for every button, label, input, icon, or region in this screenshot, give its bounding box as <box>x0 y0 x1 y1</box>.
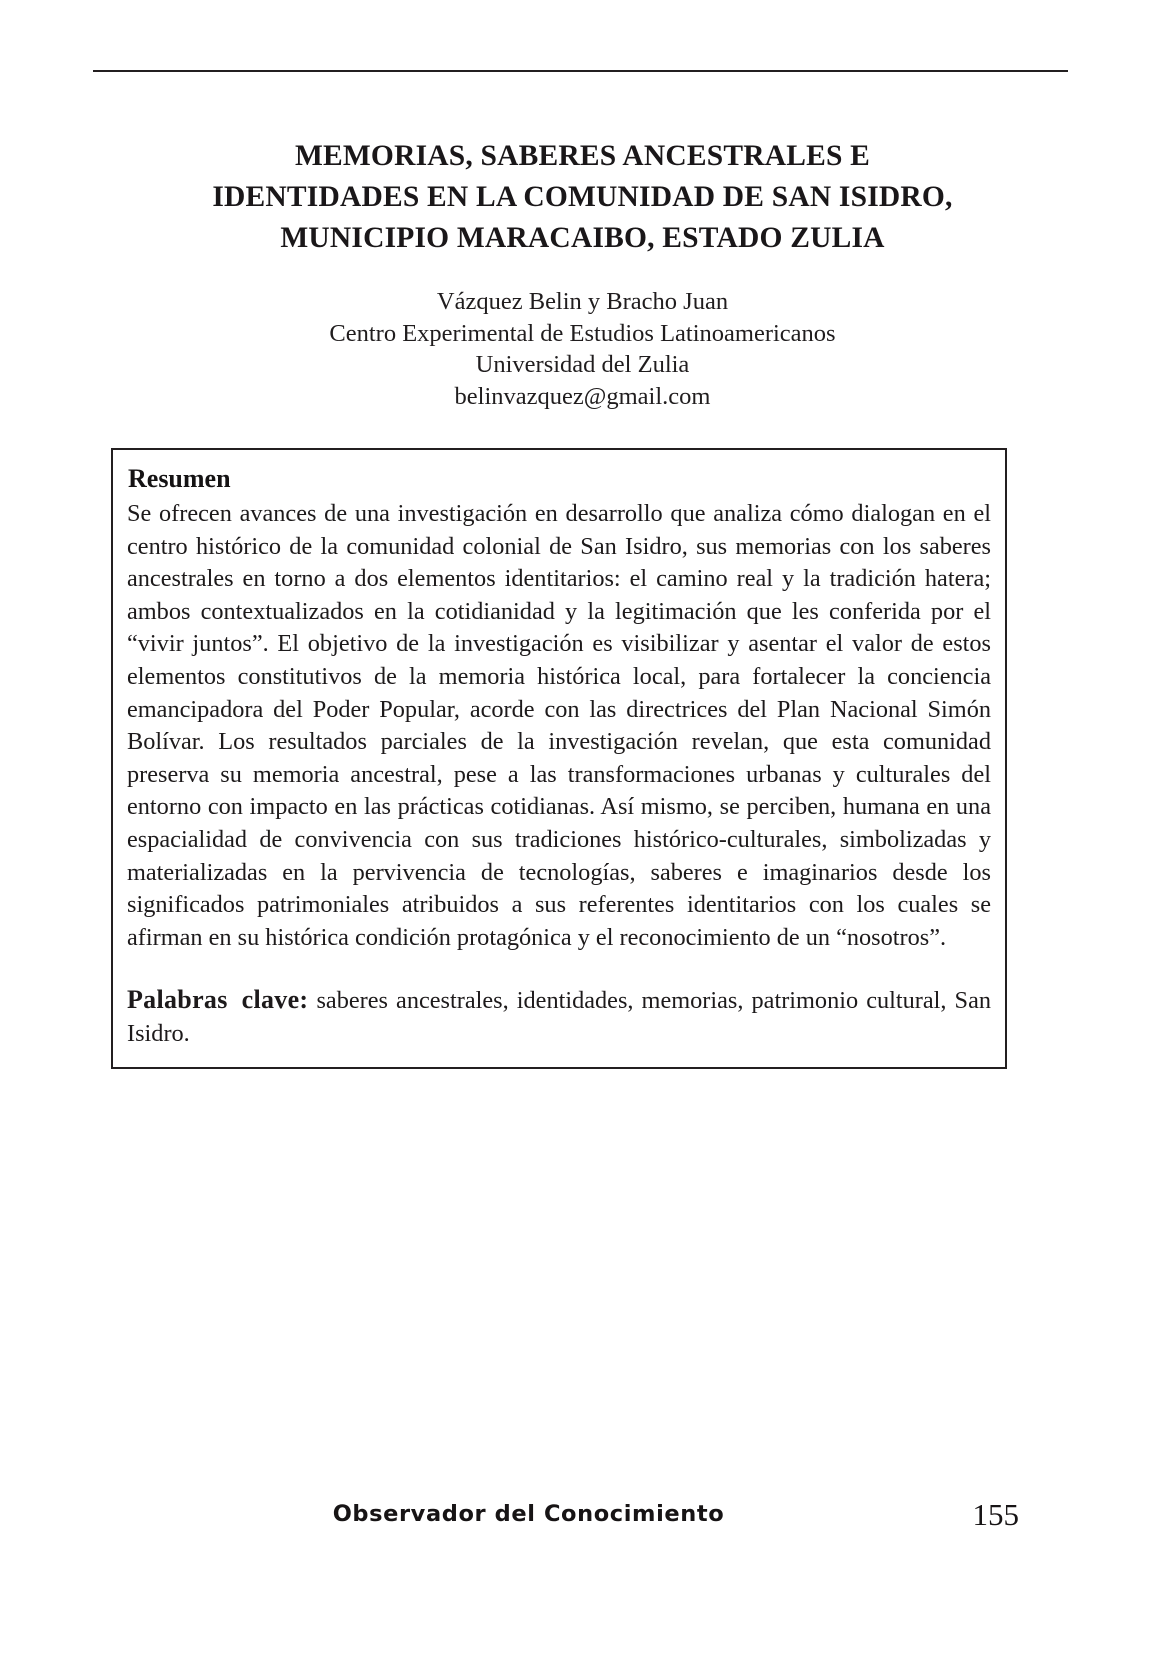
keywords-paragraph <box>127 984 991 1050</box>
title-line-3: MUNICIPIO MARACAIBO, ESTADO ZULIA <box>280 222 885 254</box>
author-block <box>120 286 1045 412</box>
abstract-text: Se ofrecen avances de una investigación en desarrollo que analiza cómo dialogan en el centro histórico de la comunidad colonial de San Isidro, sus memorias con los saberes ancestrales en torno a dos elementos identitarios: el camino real y la tradición hatera; ambos contextualizados en la cotidianidad y la legitimación que les conferida por el “vivir juntos”. El objetivo de la investigación es visibilizar y asentar el valor de estos elementos constitutivos de la memoria histórica local, para fortalecer la conciencia emancipadora del Poder Popular, acorde con las directrices del Plan Nacional Simón Bolívar. Los resultados parciales de la investigación revelan, que esta comunidad preserva su memoria ancestral, pese a las transformaciones urbanas y culturales del entorno con impacto en las prácticas cotidianas. Así mismo, se perciben, humana en una espacialidad de convivencia con sus tradiciones histórico-culturales, simbolizadas y materializadas en la pervivencia de tecnologías, saberes e imaginarios desde los significados patrimoniales atribuidos a sus referentes identitarios con los cuales se afirman en su histórica condición protagónica y el reconocimiento de un “nosotros”. <box>127 500 991 951</box>
footer-journal-name: Observador del Conocimiento <box>332 1501 725 1527</box>
author-affiliation: Centro Experimental de Estudios Latinoamericanos <box>329 319 836 347</box>
abstract-heading: Resumen <box>128 464 231 493</box>
abstract-box <box>111 448 1007 1069</box>
keywords-label: Palabras clave: <box>127 985 309 1015</box>
author-email[interactable]: belinvazquez@gmail.com <box>454 382 711 410</box>
page-footer <box>111 1497 1019 1541</box>
author-institution: Universidad del Zulia <box>475 351 690 378</box>
keywords-values: saberes ancestrales, identidades, memorias, patrimonio cultural, San Isidro. <box>127 987 991 1047</box>
footer-page-number: 155 <box>972 1497 1019 1532</box>
page-title <box>120 136 1045 259</box>
author-names: Vázquez Belin y Bracho Juan <box>436 288 729 315</box>
title-line-1: MEMORIAS, SABERES ANCESTRALES E <box>294 140 871 172</box>
title-line-2: IDENTIDADES EN LA COMUNIDAD DE SAN ISIDRO, <box>212 181 953 213</box>
header-divider <box>93 70 1068 72</box>
